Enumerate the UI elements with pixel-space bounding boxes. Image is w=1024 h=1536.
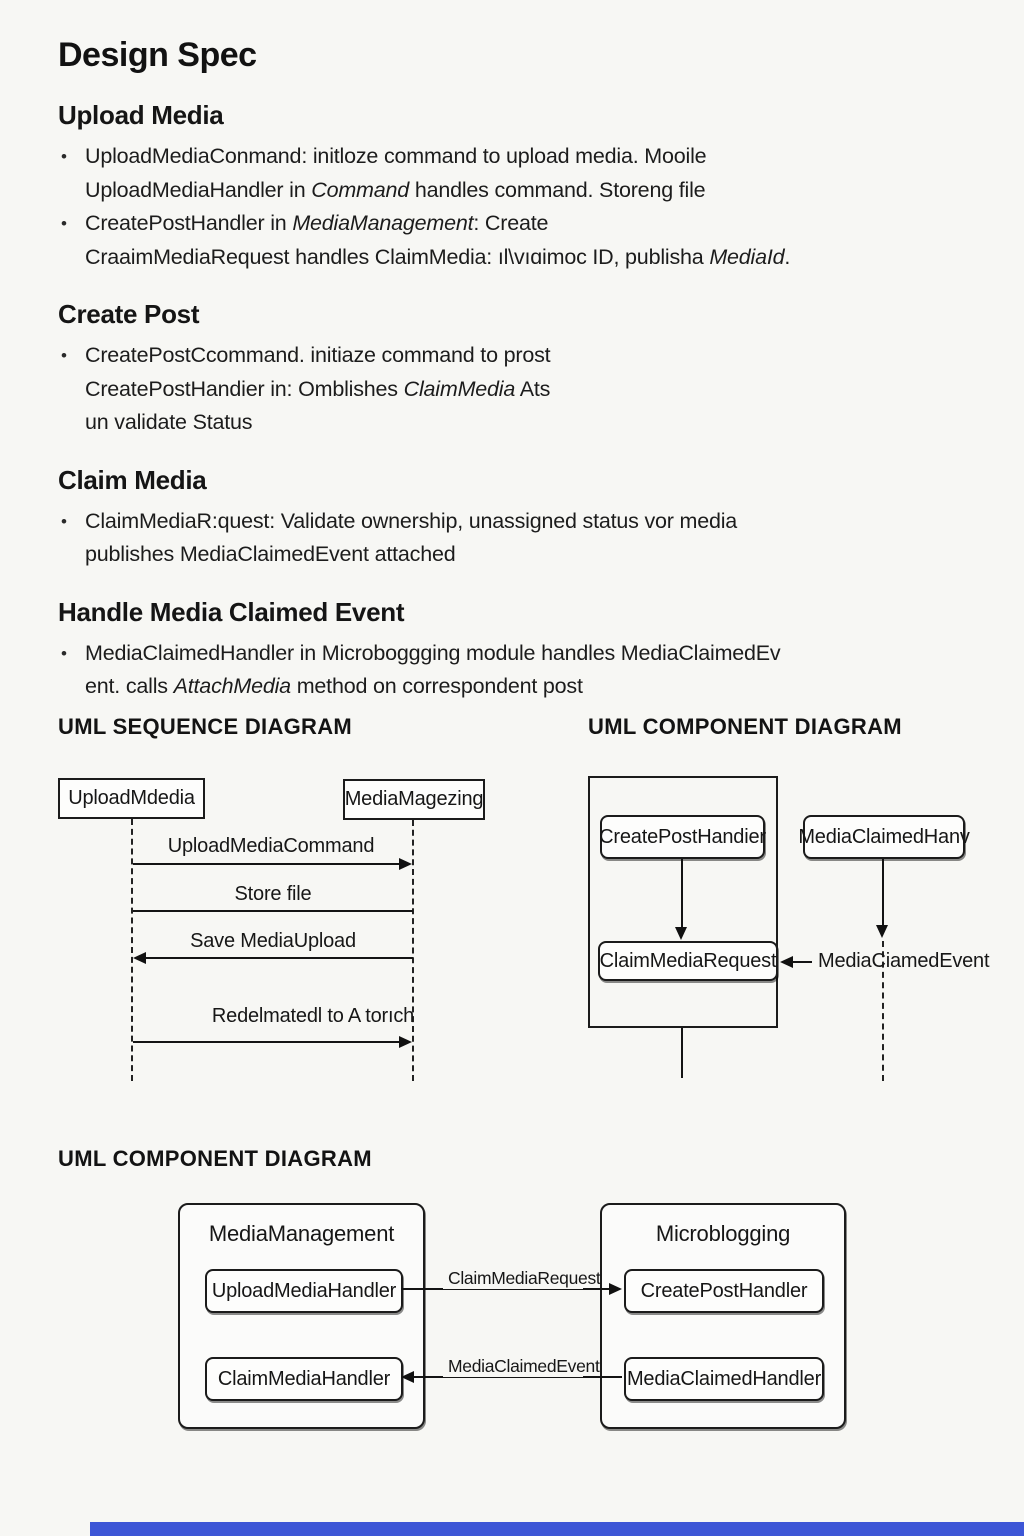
text-line [85, 406, 968, 440]
component-box-claimmediahandler: ClaimMediaHandler [205, 1357, 403, 1401]
text-line [85, 140, 968, 174]
text-run: CreatePostCcommand. initiaze command to prost [85, 343, 551, 367]
message-line [133, 910, 413, 912]
text-line [85, 174, 968, 208]
text-run: MediaClaimedHandler in Microboggging module handles MediaClaimedEv [85, 640, 781, 665]
text-run-italic: AttachMedia [173, 674, 291, 698]
text-run: UploadMediaConmand: initloze command to upload media. Mooile [85, 144, 707, 168]
text-run-italic: MediaManagement [292, 211, 474, 235]
arrowhead-down-icon [675, 927, 687, 940]
text-run: publishes MediaClaimedEvent attached [85, 542, 456, 566]
text-line [85, 670, 968, 704]
bullet-marker: • [61, 147, 67, 166]
bullet-marker: • [61, 643, 67, 663]
component-box-claimmediarequest: ClaimMediaRequest [598, 941, 778, 981]
bullet-item [58, 140, 968, 207]
text-run: method on correspondent post [290, 674, 583, 698]
message-label-store-file: Store file [234, 883, 312, 905]
text-run: UploadMediaHandler in [85, 177, 312, 202]
text-run: ClaimMediaR:quest: Validate ownership, unassigned status vor media [85, 508, 738, 533]
text-line [85, 505, 968, 539]
connector-line [681, 859, 683, 927]
bullet-item [58, 505, 968, 572]
text-run: Ats [515, 376, 551, 401]
section-heading-handle-media-claimed-event: Handle Media Claimed Event [58, 596, 405, 627]
component-box-mediaclaimedhandler: MediaClaimedHandler [624, 1357, 824, 1401]
bullet-text [85, 140, 968, 207]
sequence-actor-mediamanaging: MediaMagezing [343, 779, 485, 820]
text-line [85, 373, 968, 407]
spec-document [58, 36, 968, 704]
text-run-italic: Command [311, 177, 410, 202]
text-run: CraaimMediaRequest handles ClaimMedia: ıl\vıɑimoc ID, publisha [85, 244, 710, 269]
text-run: . [784, 244, 791, 269]
page-title: Design Spec [58, 36, 257, 74]
section-heading-claim-media: Claim Media [58, 464, 207, 495]
bullet-item [58, 339, 968, 440]
text-line [85, 637, 968, 671]
text-run: ent. calls [85, 674, 174, 698]
arrowhead-right-icon [609, 1283, 622, 1295]
sequence-actor-uploadmedia: UploadMdedia [58, 778, 205, 819]
text-line [85, 339, 968, 373]
bullet-text [85, 637, 968, 704]
event-label-mediaclaimedevent: MediaCiamedEvent [818, 950, 990, 972]
bullet-marker: • [61, 346, 67, 365]
section-heading-upload-media: Upload Media [58, 100, 224, 130]
text-run: un validate Status [85, 410, 253, 434]
component-box-mediaclaimedhandler-outside: MediaClaimedHanv [803, 815, 965, 859]
arrow-label-claimmediarequest: ClaimMediaRequest [443, 1268, 583, 1289]
component-container [588, 776, 778, 1028]
bullet-marker: • [61, 511, 67, 531]
text-run: CreatePostHandler in [85, 211, 293, 235]
component-diagram-bottom-heading: UML COMPONENT DIAGRAM [58, 1146, 372, 1171]
message-label-uploadmediacommand: UploadMediaCommand [167, 835, 375, 857]
arrow-label-mediaclaimedevent: MediaClaimedEvent [443, 1356, 583, 1377]
component-box-createposthandler2: CreatePostHandler [624, 1269, 824, 1313]
section-heading-create-post: Create Post [58, 299, 200, 329]
component-box-createposthandler: CreatePostHandier [600, 815, 765, 859]
message-label-redelegated: Redelmatedl to A torıch [211, 1005, 415, 1027]
connector-line [792, 961, 812, 963]
text-line [85, 207, 968, 241]
footer-accent-bar [90, 1522, 1024, 1536]
text-run-italic: ClaimMedia [403, 376, 516, 401]
text-run-italic: MediaId [709, 244, 785, 269]
message-line [145, 957, 413, 959]
text-line [85, 241, 968, 275]
text-run: handles command. Storeng file [409, 177, 706, 202]
connector-line [882, 859, 884, 925]
message-line [133, 863, 400, 865]
arrowhead-right-icon [399, 858, 412, 870]
bullet-text [85, 339, 968, 440]
text-run: CreatePostHandier in: Omblishes [85, 376, 404, 401]
container-title: Microblogging [655, 1221, 791, 1246]
container-mediamanagement [178, 1203, 425, 1429]
bullet-item [58, 637, 968, 704]
arrowhead-down-icon [876, 925, 888, 938]
text-line [85, 538, 968, 572]
text-run: : Create [473, 211, 549, 235]
message-label-save-mediaupload: Save MediaUpload [190, 930, 356, 952]
sequence-diagram-heading: UML SEQUENCE DIAGRAM [58, 714, 353, 739]
message-line [133, 1041, 400, 1043]
bullet-text [85, 505, 968, 572]
container-microblogging [600, 1203, 846, 1429]
bullet-text [85, 207, 968, 274]
arrowhead-right-icon [399, 1036, 412, 1048]
component-box-uploadmediahandler: UploadMediaHandler [205, 1269, 403, 1313]
bullet-marker: • [61, 214, 67, 233]
container-title: MediaManagement [208, 1221, 395, 1246]
component-diagram-top-heading: UML COMPONENT DIAGRAM [588, 714, 902, 739]
connector-line [681, 1028, 683, 1078]
bullet-item [58, 207, 968, 274]
